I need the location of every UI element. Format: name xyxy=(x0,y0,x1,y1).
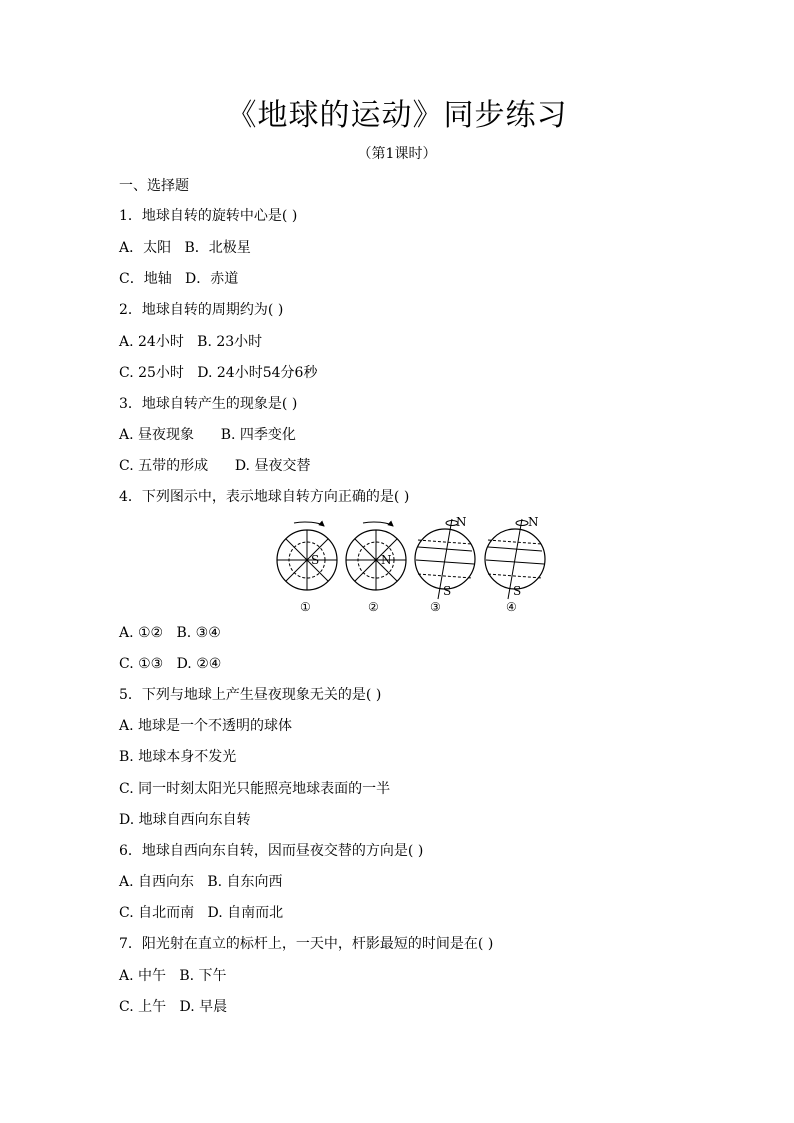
globe-3-side-view xyxy=(415,515,475,599)
page-subtitle: （第1课时） xyxy=(357,146,437,162)
rotation-arrow-2 xyxy=(363,522,393,526)
globe-4-side-view xyxy=(485,515,545,599)
figure-label-3: ③ xyxy=(430,600,441,614)
earth-rotation-figure xyxy=(270,514,560,618)
question-2-options-row-1: A. 24小时 B. 23小时 xyxy=(119,334,263,350)
globe-2-pole-label: N xyxy=(381,553,392,567)
question-5-option-a: A. 地球是一个不透明的球体 xyxy=(119,718,293,734)
figure-label-1: ① xyxy=(300,600,311,614)
question-4-options-row-1: A. ①② B. ③④ xyxy=(119,625,221,641)
figure-label-2: ② xyxy=(368,600,379,614)
question-2-stem: 2．地球自转的周期约为( ) xyxy=(119,302,284,318)
page-title: 《地球的运动》同步练习 xyxy=(226,98,568,133)
question-5-option-d: D. 地球自西向东自转 xyxy=(119,812,251,828)
question-5-option-b: B. 地球本身不发光 xyxy=(119,749,237,765)
question-1-options-row-1: A．太阳 B．北极星 xyxy=(119,240,251,256)
globe-3-south-label: S xyxy=(443,584,452,598)
question-7-stem: 7．阳光射在直立的标杆上，一天中，杆影最短的时间是在( ) xyxy=(119,936,494,952)
question-6-options-row-1: A. 自西向东 B. 自东向西 xyxy=(119,874,283,890)
section-heading: 一、选择题 xyxy=(119,178,189,194)
question-5-stem: 5．下列与地球上产生昼夜现象无关的是( ) xyxy=(119,687,382,703)
globe-4-north-label: N xyxy=(528,515,539,529)
question-1-options-row-2: C．地轴 D．赤道 xyxy=(119,271,239,287)
globe-1-polar-south xyxy=(277,522,337,590)
globe-4-south-label: S xyxy=(513,584,522,598)
question-1-stem: 1．地球自转的旋转中心是( ) xyxy=(119,208,298,224)
question-4-options-row-2: C. ①③ D. ②④ xyxy=(119,656,222,672)
question-6-options-row-2: C. 自北而南 D. 自南而北 xyxy=(119,905,284,921)
question-7-options-row-2: C. 上午 D. 早晨 xyxy=(119,999,228,1015)
question-7-options-row-1: A. 中午 B. 下午 xyxy=(119,968,227,984)
globe-2-polar-north xyxy=(346,522,406,590)
question-3-options-row-1: A. 昼夜现象 B. 四季变化 xyxy=(119,427,296,443)
question-3-options-row-2: C. 五带的形成 D. 昼夜交替 xyxy=(119,458,311,474)
rotation-arrow-1 xyxy=(294,522,324,526)
globe-1-pole-label: S xyxy=(311,553,320,567)
question-4-stem: 4．下列图示中，表示地球自转方向正确的是( ) xyxy=(119,489,410,505)
question-6-stem: 6．地球自西向东自转，因而昼夜交替的方向是( ) xyxy=(119,843,424,859)
figure-label-4: ④ xyxy=(506,600,517,614)
globe-3-north-label: N xyxy=(456,515,467,529)
question-2-options-row-2: C. 25小时 D. 24小时54分6秒 xyxy=(119,365,318,381)
question-5-option-c: C. 同一时刻太阳光只能照亮地球表面的一半 xyxy=(119,781,391,797)
question-3-stem: 3．地球自转产生的现象是( ) xyxy=(119,396,298,412)
